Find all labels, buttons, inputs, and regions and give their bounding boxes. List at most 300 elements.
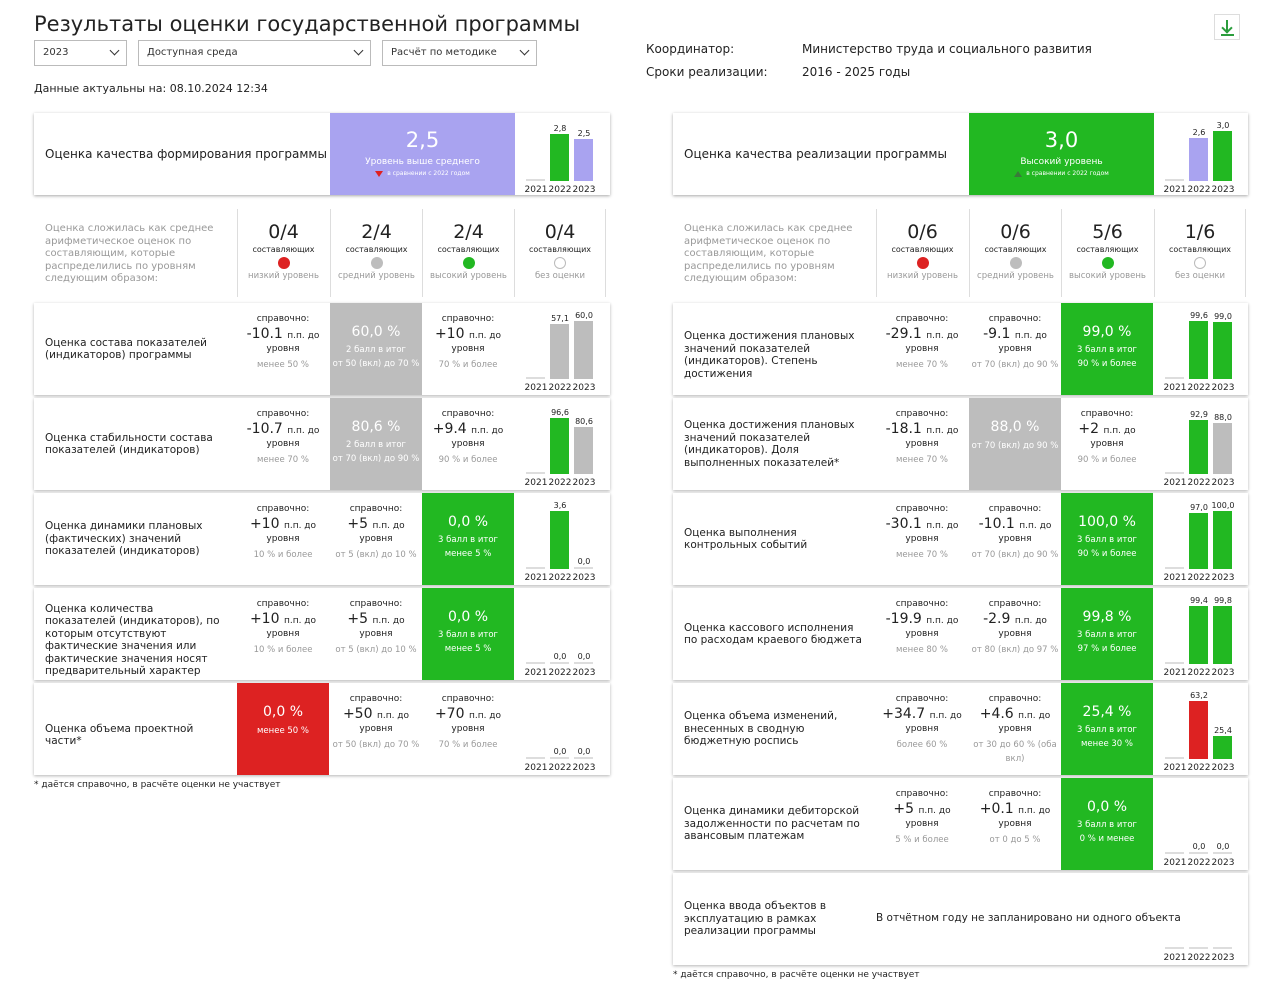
score-header-label: Оценка качества формирования программы [45,147,327,161]
year-label: 2023 [1211,763,1235,773]
criterion-row [34,493,610,585]
score-header-label: Оценка качества реализации программы [684,147,947,161]
reference-unit: уровня [998,344,1032,354]
reference-unit: уровня [266,439,300,449]
bar-value-label: 57,1 [551,313,569,323]
level-count [1061,209,1153,297]
bar [574,321,593,379]
empty-bar [1165,179,1184,181]
bar-value-label: 99,0 [1214,311,1232,321]
range-text: 97 % и более [1077,644,1137,654]
delta-value: -18.1 [885,421,922,437]
reference-label: справочно: [895,789,949,799]
bar-value-label: 99,6 [1190,311,1208,321]
range-text: менее 80 % [896,645,948,655]
reference-label: справочно: [349,504,403,514]
level-score-box [330,398,422,490]
delta-unit: п.п. до [1018,711,1051,721]
bar-value-label: 3,6 [553,501,567,510]
reference-label: справочно: [895,409,949,419]
delta-unit: п.п. до [926,521,959,531]
bar [550,511,569,569]
bar-value-label: 2,6 [1192,127,1206,137]
delta-unit: п.п. до [468,711,502,721]
level-dot-icon [917,257,929,269]
bar-value-label: 0,0 [577,652,591,661]
reference-unit: уровня [998,534,1032,544]
range-text: 70 % и более [438,360,498,370]
chevron-down-icon[interactable] [354,46,364,56]
period-label: Сроки реализации: [646,65,768,79]
empty-bar [1213,947,1232,949]
year-label: 2021 [524,185,548,195]
reference-delta [876,611,968,627]
count-sub: составляющих [437,245,500,254]
download-button[interactable] [1214,14,1240,40]
bar [1189,420,1208,474]
range-text: от 70 (вкл) до 90 % [971,550,1059,560]
reference-label: справочно: [895,314,949,324]
bar-value-label: 0,0 [1192,842,1206,851]
reference-label: справочно: [988,314,1042,324]
empty-bar [1189,947,1208,949]
bar [1213,736,1232,759]
compare-text: в сравнении с 2022 годом [387,170,470,177]
range-text: менее 70 % [896,360,948,370]
formation-panel [34,113,610,803]
year-label: 2023 [1211,383,1235,393]
reference-delta [876,421,968,437]
level-dot-icon [463,257,475,269]
year-label: 2021 [524,763,548,773]
level-label: низкий уровень [887,271,958,281]
chevron-down-icon[interactable] [110,46,120,56]
overall-score: 3,0 [1044,128,1079,152]
trend-down-icon [375,171,383,177]
points-text: 2 балл в итог [346,440,406,450]
period-value: 2016 - 2025 годы [802,65,911,79]
count-fraction: 5/6 [1092,221,1123,243]
coordinator-label: Координатор: [646,42,735,56]
level-dot-icon [1010,257,1022,269]
delta-unit: п.п. до [1019,521,1052,531]
criterion-label: Оценка объема изменений, внесенных в сводную бюджетную роспись [684,710,838,748]
year-label: 2022 [548,383,572,393]
level-dot-icon [1102,257,1114,269]
level-label: высокий уровень [1069,271,1146,281]
overall-score: 2,5 [405,128,440,152]
bar [574,139,593,181]
count-sub: составляющих [528,245,592,254]
level-score-box [1061,778,1153,870]
range-text: от 50 (вкл) до 70 % [332,359,420,369]
criterion-label: Оценка состава показателей (индикаторов) программы [45,336,207,361]
reference-unit: уровня [451,724,485,734]
range-text: более 60 % [896,740,948,750]
delta-unit: п.п. до [918,806,951,816]
coordinator-value: Министерство труда и социального развития [802,42,1092,56]
criterion-label: Оценка количества показателей (индикаторов), по которым отсутствуют фактические значения или фактические значения носят предварительный характер [45,602,220,678]
level-label: низкий уровень [248,271,319,281]
bar-value-label: 99,8 [1214,596,1232,606]
score-level: Уровень выше среднего [365,157,480,167]
delta-unit: п.п. до [283,521,317,531]
reference-unit: уровня [266,629,300,639]
level-value: 80,6 % [351,419,401,435]
level-score-box [330,303,422,395]
criterion-row [673,873,1248,965]
empty-bar [1165,852,1184,854]
level-score-box [1061,588,1153,680]
delta-unit: п.п. до [926,426,959,436]
delta-unit: п.п. до [468,331,502,341]
range-text: от 5 (вкл) до 10 % [335,645,417,655]
summary-description: Оценка сложилась как среднее арифметическое оценок по составляющим, которые распределились по уровням следующим образом: [45,223,214,284]
mini-bar-chart [522,495,602,583]
points-text: 3 балл в итог [1077,345,1137,355]
level-dot-icon [554,257,566,269]
mini-bar-chart [522,400,602,488]
year-label: 2022 [548,573,572,583]
year-label: 2021 [1163,668,1187,678]
reference-delta [969,611,1061,627]
level-dot-icon [1194,257,1206,269]
points-text: 3 балл в итог [438,535,498,545]
criterion-label: Оценка достижения плановых значений показателей (индикаторов). Степень достижения [684,330,855,380]
year-label: 2022 [1187,953,1211,963]
count-sub: составляющих [984,245,1047,254]
reference-cell [876,303,968,395]
count-fraction: 0/4 [268,221,299,243]
year-label: 2023 [1211,953,1235,963]
reference-unit: уровня [451,439,485,449]
count-sub: составляющих [1076,245,1139,254]
bar [1213,131,1232,181]
reference-cell [969,303,1061,395]
mini-bar-chart [1161,875,1241,963]
year-label: 2023 [1211,185,1235,195]
year-label: 2022 [1187,185,1211,195]
bar [574,757,593,759]
footnote: * даётся справочно, в расчёте оценки не участвует [34,780,281,790]
bar-value-label: 63,2 [1190,691,1208,700]
range-text: от 0 до 5 % [989,835,1041,845]
criterion-row [673,303,1248,395]
range-text: от 50 (вкл) до 70 % [332,740,420,750]
level-value: 100,0 % [1078,514,1136,530]
range-text: от 70 (вкл) до 90 % [971,360,1059,370]
criterion-row [673,588,1248,680]
reference-delta [330,516,422,532]
count-fraction: 0/6 [1000,221,1031,243]
bar [550,757,569,759]
level-value: 99,8 % [1082,609,1132,625]
delta-unit: п.п. до [1103,426,1136,436]
reference-label: справочно: [988,599,1042,609]
range-text: 5 % и более [895,835,949,845]
bar [1213,423,1232,474]
level-value: 0,0 % [262,704,304,720]
level-score-box [1061,493,1153,585]
reference-unit: уровня [905,724,939,734]
range-text: менее 70 % [257,455,309,465]
level-score-box [1061,683,1153,775]
year-label: 2021 [1163,478,1187,488]
year-label: 2022 [548,763,572,773]
reference-cell [876,683,968,775]
reference-delta [876,326,968,342]
reference-unit: уровня [905,439,939,449]
score-level: Высокий уровень [1020,157,1103,167]
reference-unit: уровня [905,819,939,829]
reference-label: справочно: [441,694,495,704]
level-label: без оценки [534,271,586,281]
year-label: 2021 [524,668,548,678]
mini-bar-chart [1161,780,1241,868]
bar [1213,606,1232,664]
reference-unit: уровня [905,344,939,354]
criterion-row [673,778,1248,870]
bar-value-label: 0,0 [577,747,591,756]
reference-delta [969,706,1061,722]
mini-bar-chart [1161,685,1241,773]
bar [574,662,593,664]
empty-bar [1165,947,1184,949]
year-label: 2021 [1163,858,1187,868]
criterion-row [34,683,610,775]
implementation-panel [673,113,1248,993]
count-sub: составляющих [345,245,408,254]
count-sub: составляющих [891,245,954,254]
year-label: 2021 [1163,573,1187,583]
level-dot-icon [278,257,290,269]
range-text: менее 70 % [896,455,948,465]
range-text: от 70 (вкл) до 90 % [332,454,420,464]
delta-value: +50 [342,706,373,722]
reference-delta [237,516,329,532]
mini-bar-chart [522,115,602,195]
year-label: 2022 [548,478,572,488]
delta-unit: п.п. до [926,616,959,626]
reference-label: справочно: [441,409,495,419]
bar-value-label: 60,0 [575,311,593,320]
points-text: 2 балл в итог [346,345,406,355]
level-score-box [1061,303,1153,395]
year-label: 2023 [572,383,596,393]
bar [550,662,569,664]
criterion-row [673,493,1248,585]
reference-cell [969,778,1061,870]
reference-delta [969,326,1061,342]
range-text: менее 5 % [444,549,492,559]
program-select[interactable]: Доступная среда [138,40,371,66]
year-label: 2021 [524,478,548,488]
range-text: 90 % и более [1077,549,1137,559]
reference-label: справочно: [895,504,949,514]
level-count [514,209,606,297]
reference-cell [237,493,329,585]
delta-value: -29.1 [885,326,922,342]
year-label: 2021 [1163,953,1187,963]
reference-cell [969,588,1061,680]
range-text: менее 70 % [896,550,948,560]
mini-bar-chart [1161,115,1241,195]
mini-bar-chart [1161,590,1241,678]
bar-value-label: 100,0 [1211,501,1235,510]
compare-text: в сравнении с 2022 годом [1026,170,1109,177]
bar [1189,513,1208,569]
delta-value: +10 [249,516,280,532]
reference-label: справочно: [988,694,1042,704]
summary-row [673,209,1248,297]
year-label: 2021 [1163,763,1187,773]
reference-unit: уровня [1090,439,1124,449]
reference-delta [237,611,329,627]
delta-unit: п.п. до [1018,806,1051,816]
criterion-label: Оценка стабильности состава показателей (индикаторов) [45,431,213,456]
bar-value-label: 0,0 [553,747,567,756]
level-value: 99,0 % [1082,324,1132,340]
level-count [237,209,329,297]
year-label: 2022 [1187,763,1211,773]
delta-value: -2.9 [983,611,1011,627]
reference-cell [876,778,968,870]
reference-unit: уровня [998,819,1032,829]
reference-unit: уровня [266,534,300,544]
page-title: Результаты оценки государственной программы [34,12,581,36]
reference-unit: уровня [359,534,393,544]
reference-label: справочно: [895,694,949,704]
reference-unit: уровня [998,724,1032,734]
range-text: 70 % и более [438,740,498,750]
range-text: 90 % и более [1077,359,1137,369]
criterion-label: Оценка объема проектной части* [45,722,194,748]
criterion-label: Оценка кассового исполнения по расходам краевого бюджета [684,621,862,646]
year-label: 2023 [1211,858,1235,868]
reference-label: справочно: [256,504,310,514]
level-value: 88,0 % [990,419,1040,435]
reference-label: справочно: [349,694,403,704]
range-text: менее 5 % [444,644,492,654]
level-score-box [237,683,329,775]
delta-unit: п.п. до [372,521,405,531]
mini-bar-chart [1161,400,1241,488]
criterion-row [34,303,610,395]
level-count [1154,209,1246,297]
score-header [673,113,1248,195]
level-score-box [422,588,514,680]
delta-value: +5 [347,611,369,627]
reference-label: справочно: [256,314,310,324]
year-label: 2022 [1187,383,1211,393]
delta-value: +9.4 [432,421,467,437]
level-label: без оценки [1174,271,1226,281]
year-label: 2021 [524,383,548,393]
points-text: 3 балл в итог [1077,725,1137,735]
year-select[interactable]: 2023 [34,40,127,66]
range-text: 10 % и более [253,550,313,560]
overall-score-box [330,113,515,195]
level-label: средний уровень [338,271,415,281]
reference-delta [330,611,422,627]
reference-label: справочно: [256,409,310,419]
range-text: 0 % и менее [1079,834,1135,844]
bar-value-label: 92,9 [1190,410,1208,420]
criterion-row [34,588,610,680]
mini-bar-chart [522,305,602,393]
level-count [422,209,514,297]
delta-unit: п.п. до [471,426,504,436]
bar [1189,701,1208,759]
reference-delta [330,706,422,722]
level-value: 60,0 % [351,324,401,340]
reference-cell [237,303,329,395]
reference-label: справочно: [988,789,1042,799]
delta-value: +10 [249,611,280,627]
chevron-down-icon[interactable] [520,46,530,56]
points-text: 3 балл в итог [1077,535,1137,545]
bar-value-label: 0,0 [577,557,591,566]
reference-cell [237,398,329,490]
bar-value-label: 25,4 [1214,725,1232,735]
delta-unit: п.п. до [929,711,962,721]
delta-value: -10.1 [246,326,283,342]
year-label: 2022 [1187,478,1211,488]
criterion-row [673,683,1248,775]
trend-up-icon [1014,171,1022,177]
bar [1213,852,1232,854]
reference-label: справочно: [349,599,403,609]
reference-unit: уровня [905,629,939,639]
data-actual-date: Данные актуальны на: 08.10.2024 12:34 [34,82,268,95]
range-text: менее 50 % [257,726,309,736]
bar-value-label: 0,0 [1216,842,1230,851]
level-count [876,209,968,297]
score-header [34,113,610,195]
bar [1213,322,1232,379]
no-objects-text: В отчётном году не запланировано ни одного объекта [876,912,1181,924]
year-label: 2023 [1211,668,1235,678]
level-value: 0,0 % [1086,799,1128,815]
reference-label: справочно: [895,599,949,609]
year-label: 2021 [524,573,548,583]
reference-unit: уровня [998,629,1032,639]
reference-cell [876,398,968,490]
bar [574,567,593,569]
bar [550,134,569,181]
criterion-row [673,398,1248,490]
year-label: 2023 [572,185,596,195]
reference-label: справочно: [256,599,310,609]
method-select[interactable]: Расчёт по методике [382,40,537,66]
delta-value: -30.1 [885,516,922,532]
summary-row [34,209,610,297]
reference-cell [876,493,968,585]
range-text: от 30 до 60 % (оба вкл) [973,740,1057,764]
bar [550,418,569,474]
reference-unit: уровня [905,534,939,544]
empty-bar [1165,662,1184,664]
bar [1189,852,1208,854]
reference-label: справочно: [441,314,495,324]
year-label: 2023 [1211,573,1235,583]
delta-value: +5 [893,801,915,817]
delta-unit: п.п. до [283,616,317,626]
delta-value: +4.6 [979,706,1014,722]
level-score-box [969,398,1061,490]
count-sub: составляющих [1168,245,1232,254]
reference-delta [876,516,968,532]
